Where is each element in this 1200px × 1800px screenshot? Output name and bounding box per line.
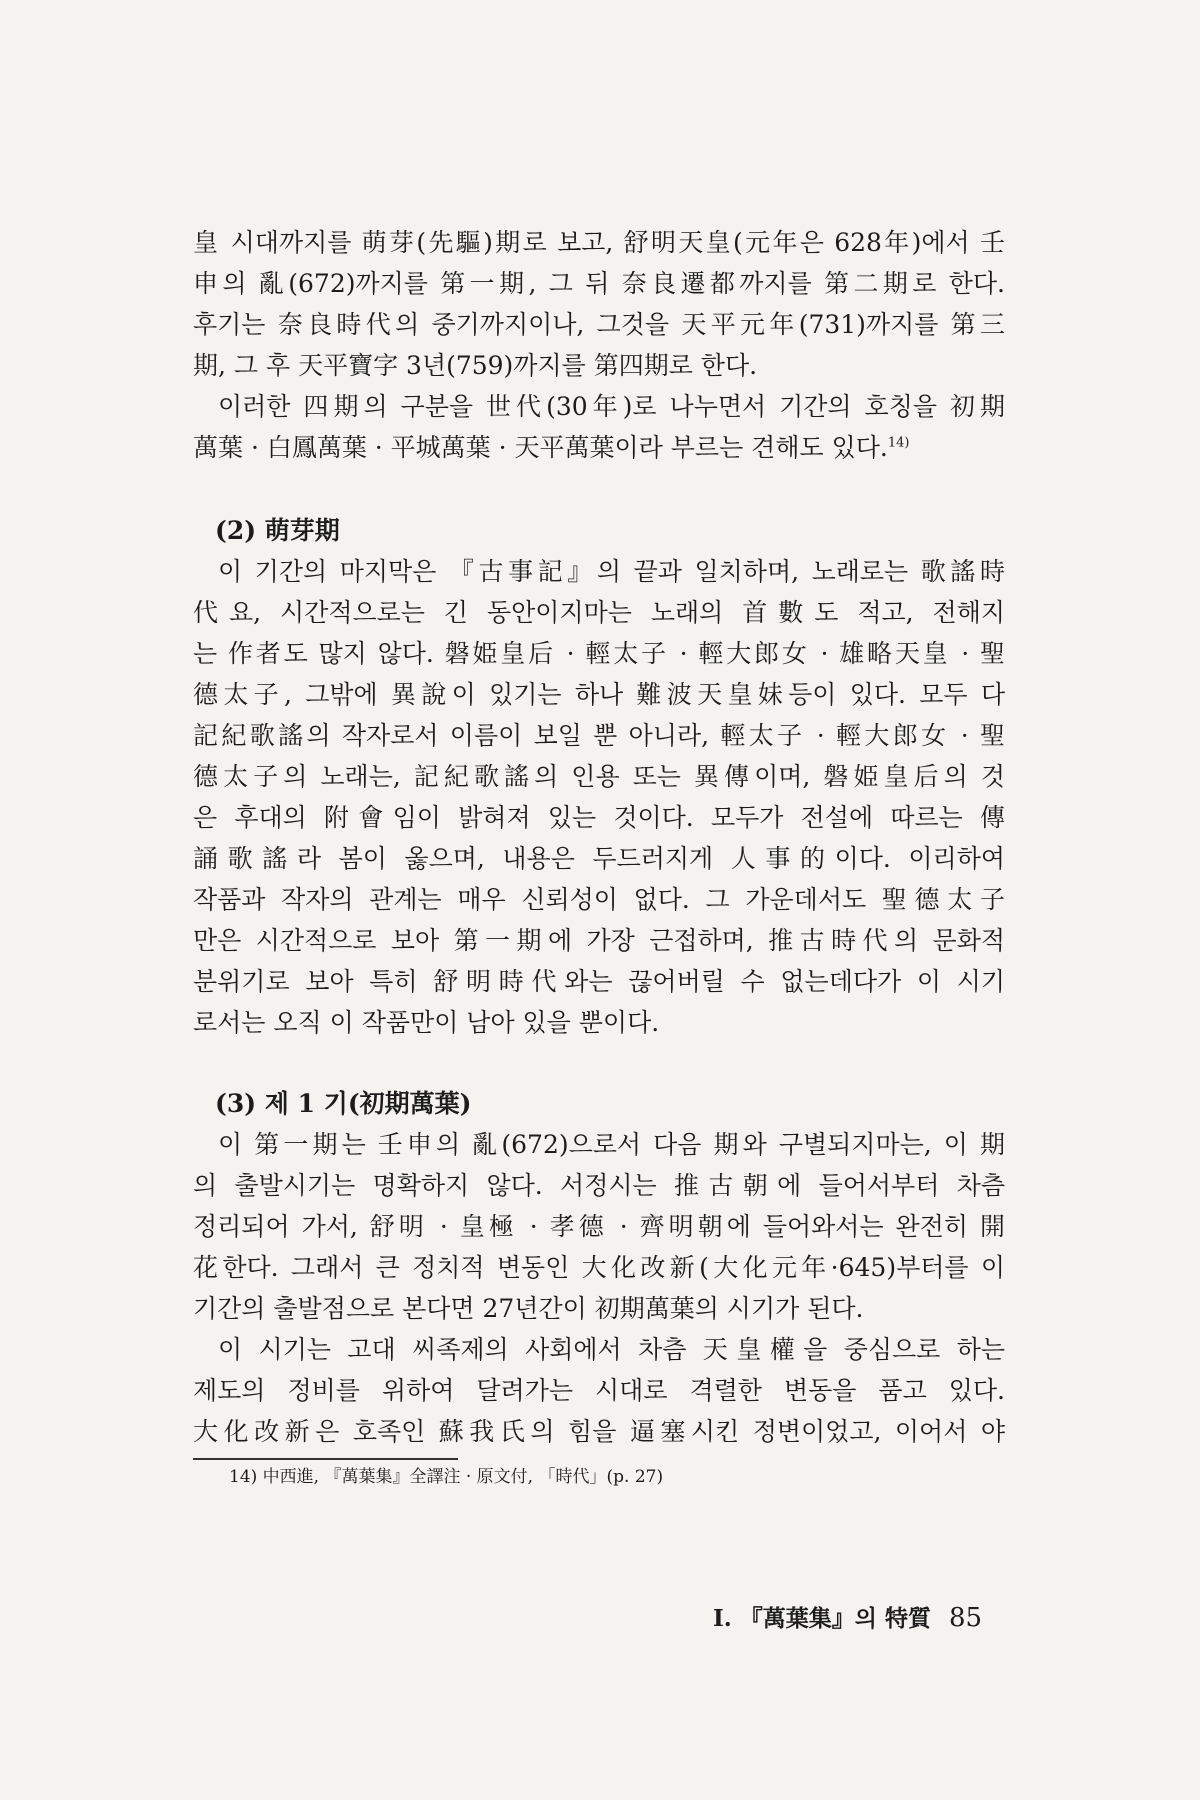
text-line: 代요, 시간적으로는 긴 동안이지마는 노래의 首數도 적고, 전해지	[193, 598, 1005, 627]
text-line: 이 시기는 고대 씨족제의 사회에서 차츰 天皇權을 중심으로 하는	[218, 1335, 1005, 1364]
section-heading-first-period: (3) 제 1 기(初期萬葉)	[215, 1089, 472, 1118]
paragraph-first-period	[193, 1124, 1005, 1329]
text-line: 기간의 출발점으로 본다면 27년간이 初期萬葉의 시기가 된다.	[193, 1294, 864, 1323]
text-line: 분위기로 보아 특히 舒明時代와는 끊어버릴 수 없는데다가 이 시기	[193, 967, 1005, 996]
text-line: 德太子의 노래는, 記紀歌謠의 인용 또는 異傳이며, 磐姫皇后의 것	[193, 762, 1005, 791]
text-line-with-footnote	[193, 427, 1005, 468]
paragraph-budding-period	[193, 551, 1005, 1043]
footnote-divider	[193, 1458, 458, 1460]
running-footer	[713, 1600, 982, 1633]
text-line: 花한다. 그래서 큰 정치적 변동인 大化改新(大化元年·645)부터를 이	[193, 1253, 1005, 1282]
page-number: 85	[949, 1603, 983, 1633]
text-line: 정리되어 가서, 舒明 · 皇極 · 孝德 · 齊明朝에 들어와서는 완전히 開	[193, 1212, 1005, 1241]
text-line: 는 作者도 많지 않다. 磐姫皇后 · 輕太子 · 輕大郎女 · 雄略天皇 · 聖	[193, 639, 1005, 668]
text-line: 萬葉 · 白鳳萬葉 · 平城萬葉 · 天平萬葉이라 부르는 견해도 있다.	[193, 433, 888, 462]
section-heading-budding-period: (2) 萌芽期	[215, 516, 340, 545]
paragraph-periods	[193, 222, 1005, 386]
text-line: 皇 시대까지를 萌芽(先驅)期로 보고, 舒明天皇(元年은 628年)에서 壬	[193, 228, 1005, 257]
text-line: 申의 亂(672)까지를 第一期, 그 뒤 奈良遷都까지를 第二期로 한다.	[193, 269, 1005, 298]
text-line: 작품과 작자의 관계는 매우 신뢰성이 없다. 그 가운데서도 聖德太子	[193, 885, 1005, 914]
text-line: 만은 시간적으로 보아 第一期에 가장 근접하며, 推古時代의 문화적	[193, 926, 1005, 955]
paragraph-era-description	[193, 1329, 1005, 1452]
text-line: 의 출발시기는 명확하지 않다. 서정시는 推古朝에 들어서부터 차츰	[193, 1171, 1005, 1200]
text-line: 후기는 奈良時代의 중기까지이나, 그것을 天平元年(731)까지를 第三	[193, 310, 1005, 339]
text-line: 德太子, 그밖에 異說이 있기는 하나 難波天皇妹등이 있다. 모두 다	[193, 680, 1005, 709]
text-line: 제도의 정비를 위하여 달려가는 시대로 격렬한 변동을 품고 있다.	[193, 1376, 1005, 1405]
text-line: 이러한 四期의 구분을 世代(30年)로 나누면서 기간의 호칭을 初期	[218, 392, 1005, 421]
footnote-reference: 14)	[887, 435, 910, 451]
paragraph-naming	[193, 386, 1005, 468]
page-body	[193, 222, 1005, 1490]
text-line: 이 第一期는 壬申의 亂(672)으로서 다음 期와 구별되지마는, 이 期	[218, 1130, 1005, 1159]
footnote: 14) 中西進, 『萬葉集』全譯注 · 原文付, 「時代」(p. 27)	[229, 1467, 664, 1487]
text-line: 期, 그 후 天平寶字 3년(759)까지를 第四期로 한다.	[193, 351, 758, 380]
text-line: 은 후대의 附會임이 밝혀져 있는 것이다. 모두가 전설에 따르는 傳	[193, 803, 1005, 832]
text-line: 誦歌謠라 봄이 옳으며, 내용은 두드러지게 人事的이다. 이리하여	[193, 844, 1005, 873]
text-line: 大化改新은 호족인 蘇我氏의 힘을 逼塞시킨 정변이었고, 이어서 야	[193, 1417, 1005, 1446]
text-line: 이 기간의 마지막은 『古事記』의 끝과 일치하며, 노래로는 歌謠時	[218, 557, 1005, 586]
text-line: 로서는 오직 이 작품만이 남아 있을 뿐이다.	[193, 1008, 660, 1037]
running-footer-title: I. 『萬葉集』의 特質	[713, 1605, 931, 1632]
text-line: 記紀歌謠의 작자로서 이름이 보일 뿐 아니라, 輕太子 · 輕大郎女 · 聖	[193, 721, 1005, 750]
